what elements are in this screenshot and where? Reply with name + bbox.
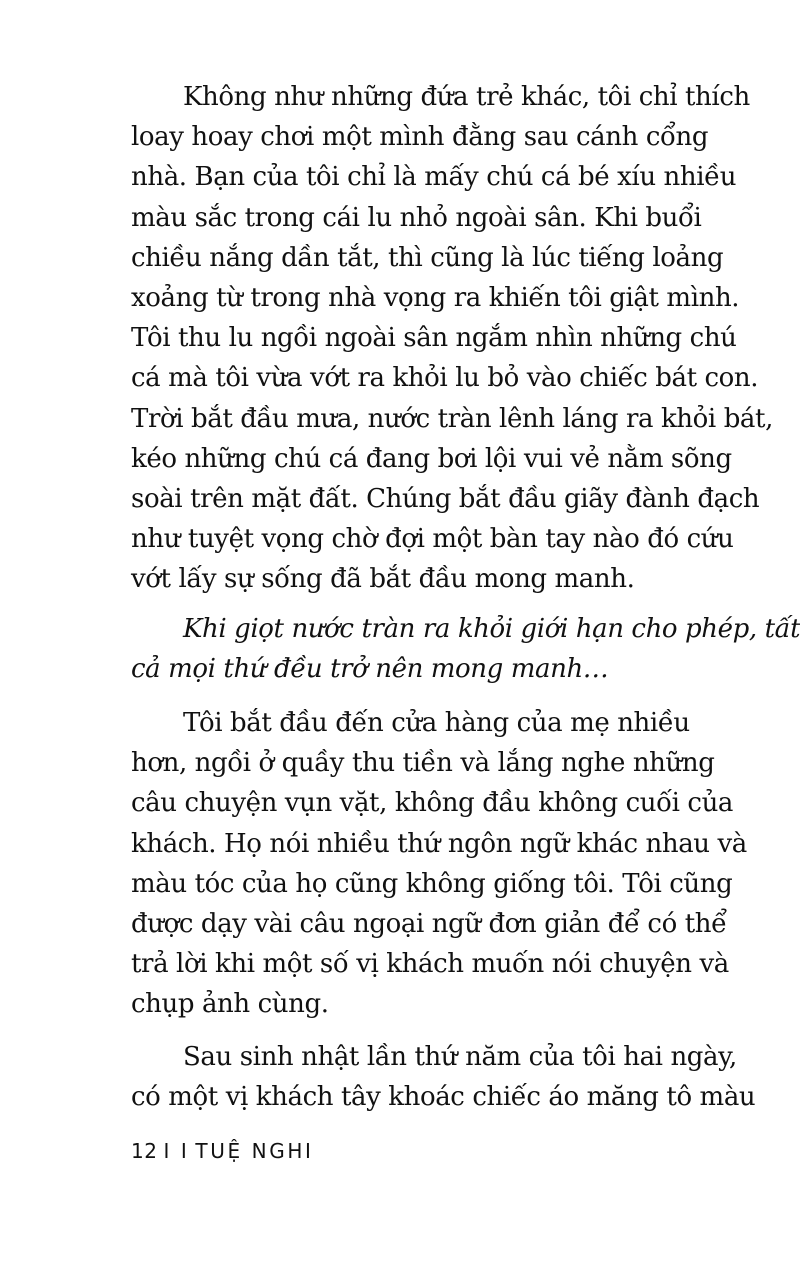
text-line: cá mà tôi vừa vớt ra khỏi lu bỏ vào chiếc bát con. (131, 363, 759, 394)
page-number: 12 (131, 1139, 158, 1163)
text-line: màu sắc trong cái lu nhỏ ngoài sân. Khi buổi (131, 202, 702, 233)
text-line: trả lời khi một số vị khách muốn nói chuyện và (131, 949, 729, 980)
text-line: xoảng từ trong nhà vọng ra khiến tôi giật mình. (131, 283, 740, 314)
text-line: Không như những đứa trẻ khác, tôi chỉ thích (183, 82, 750, 112)
text-line: Tôi thu lu ngồi ngoài sân ngắm nhìn những chú (131, 323, 737, 354)
text-line: khách. Họ nói nhiều thứ ngôn ngữ khác nhau và (131, 828, 747, 859)
text-line: vớt lấy sự sống đã bắt đầu mong manh. (131, 564, 635, 595)
text-line: soài trên mặt đất. Chúng bắt đầu giãy đành đạch (131, 484, 760, 515)
text-line: được dạy vài câu ngoại ngữ đơn giản để có thể (131, 909, 727, 940)
text-line: chiều nắng dần tắt, thì cũng là lúc tiếng loảng (131, 242, 724, 273)
text-line: nhà. Bạn của tôi chỉ là mấy chú cá bé xíu nhiều (131, 162, 737, 193)
text-line: kéo những chú cá đang bơi lội vui vẻ nằm sõng (131, 443, 732, 474)
text-line: Sau sinh nhật lần thứ năm của tôi hai ngày, (183, 1042, 737, 1072)
text-line: Khi giọt nước tràn ra khỏi giới hạn cho phép, tất (183, 614, 800, 644)
text-line: màu tóc của họ cũng không giống tôi. Tôi cũng (131, 868, 733, 899)
text-line: như tuyệt vọng chờ đợi một bàn tay nào đó cứu (131, 524, 734, 555)
text-line: loay hoay chơi một mình đằng sau cánh cổng (131, 122, 709, 153)
author-name: TUỆ NGHI (195, 1139, 314, 1163)
footer-separator: I I (163, 1139, 190, 1163)
text-line: cả mọi thứ đều trở nên mong manh… (131, 654, 609, 685)
page-footer (131, 1139, 313, 1163)
text-line: hơn, ngồi ở quầy thu tiền và lắng nghe những (131, 748, 715, 779)
paragraph-3 (131, 703, 747, 1025)
text-line: có một vị khách tây khoác chiếc áo măng tô màu (131, 1082, 756, 1113)
text-line: Trời bắt đầu mưa, nước tràn lênh láng ra khỏi bát, (131, 403, 773, 434)
paragraph-1 (131, 77, 773, 600)
paragraph-4 (131, 1037, 756, 1117)
paragraph-2-italic-quote (131, 609, 800, 689)
text-line: chụp ảnh cùng. (131, 989, 329, 1020)
text-line: Tôi bắt đầu đến cửa hàng của mẹ nhiều (183, 708, 690, 738)
text-line: câu chuyện vụn vặt, không đầu không cuối của (131, 788, 734, 819)
